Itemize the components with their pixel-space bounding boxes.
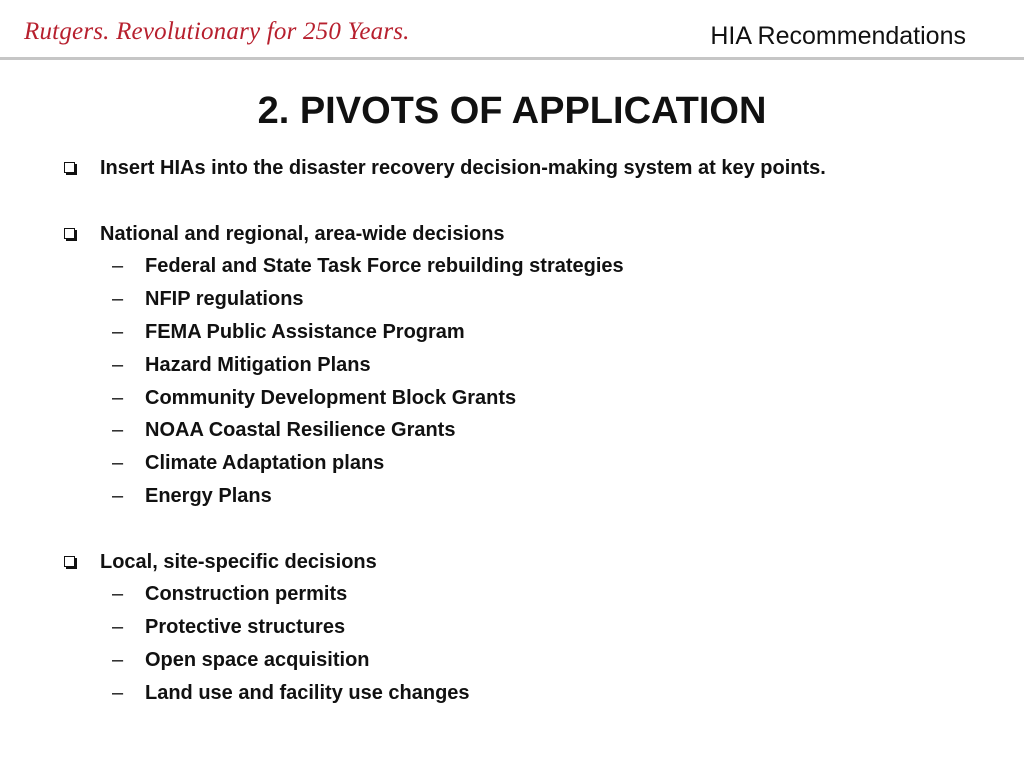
- sub-item: [62, 677, 982, 710]
- sub-item-text: FEMA Public Assistance Program: [145, 320, 465, 343]
- dash-bullet-icon: –: [112, 320, 124, 343]
- bullet-text: Insert HIAs into the disaster recovery decision-making system at key points.: [100, 157, 826, 179]
- sub-item: [62, 316, 982, 349]
- sub-item: [62, 644, 982, 677]
- sub-item: [62, 480, 982, 513]
- dash-bullet-icon: –: [112, 616, 124, 639]
- dash-bullet-icon: –: [112, 386, 124, 409]
- checkbox-bullet-icon: [64, 228, 75, 239]
- slide-content: [62, 152, 982, 710]
- dash-bullet-icon: –: [112, 648, 124, 671]
- sub-item: [62, 349, 982, 382]
- bullet-item: [62, 546, 982, 579]
- sub-item-text: Climate Adaptation plans: [145, 452, 385, 475]
- section-title: HIA Recommendations: [710, 22, 966, 50]
- dash-bullet-icon: –: [112, 419, 124, 442]
- header-divider: [0, 57, 1024, 60]
- sub-item: [62, 250, 982, 283]
- bullet-text: Local, site-specific decisions: [100, 550, 377, 573]
- sub-item-text: Federal and State Task Force rebuilding strategies: [145, 255, 624, 278]
- bullet-text: National and regional, area-wide decisions: [100, 222, 505, 245]
- slide-title: 2. PIVOTS OF APPLICATION: [257, 90, 767, 132]
- sub-item-text: Construction permits: [145, 583, 348, 606]
- sub-item-text: Energy Plans: [145, 484, 272, 507]
- checkbox-bullet-icon: [64, 556, 75, 567]
- rutgers-logo-text: Rutgers. Revolutionary for 250 Years.: [24, 18, 410, 45]
- sub-item: [62, 414, 982, 447]
- sub-item: [62, 382, 982, 415]
- sub-item: [62, 611, 982, 644]
- sub-item-text: Community Development Block Grants: [145, 386, 517, 409]
- spacer: [62, 185, 982, 218]
- dash-bullet-icon: –: [112, 353, 124, 376]
- sub-item-text: Protective structures: [145, 616, 346, 639]
- dash-bullet-icon: –: [112, 583, 124, 606]
- sub-item: [62, 283, 982, 316]
- spacer: [62, 513, 982, 546]
- dash-bullet-icon: –: [112, 681, 124, 704]
- bullet-item: [62, 152, 982, 185]
- sub-item: [62, 578, 982, 611]
- dash-bullet-icon: –: [112, 484, 124, 507]
- sub-item-text: Open space acquisition: [145, 648, 370, 671]
- sub-item-text: NOAA Coastal Resilience Grants: [145, 419, 456, 442]
- sub-item: [62, 447, 982, 480]
- sub-item-text: Hazard Mitigation Plans: [145, 353, 371, 376]
- bullet-item: [62, 218, 982, 251]
- dash-bullet-icon: –: [112, 452, 124, 475]
- sub-item-text: NFIP regulations: [145, 288, 304, 311]
- sub-item-text: Land use and facility use changes: [145, 681, 470, 704]
- dash-bullet-icon: –: [112, 288, 124, 311]
- checkbox-bullet-icon: [64, 162, 75, 173]
- dash-bullet-icon: –: [112, 255, 124, 278]
